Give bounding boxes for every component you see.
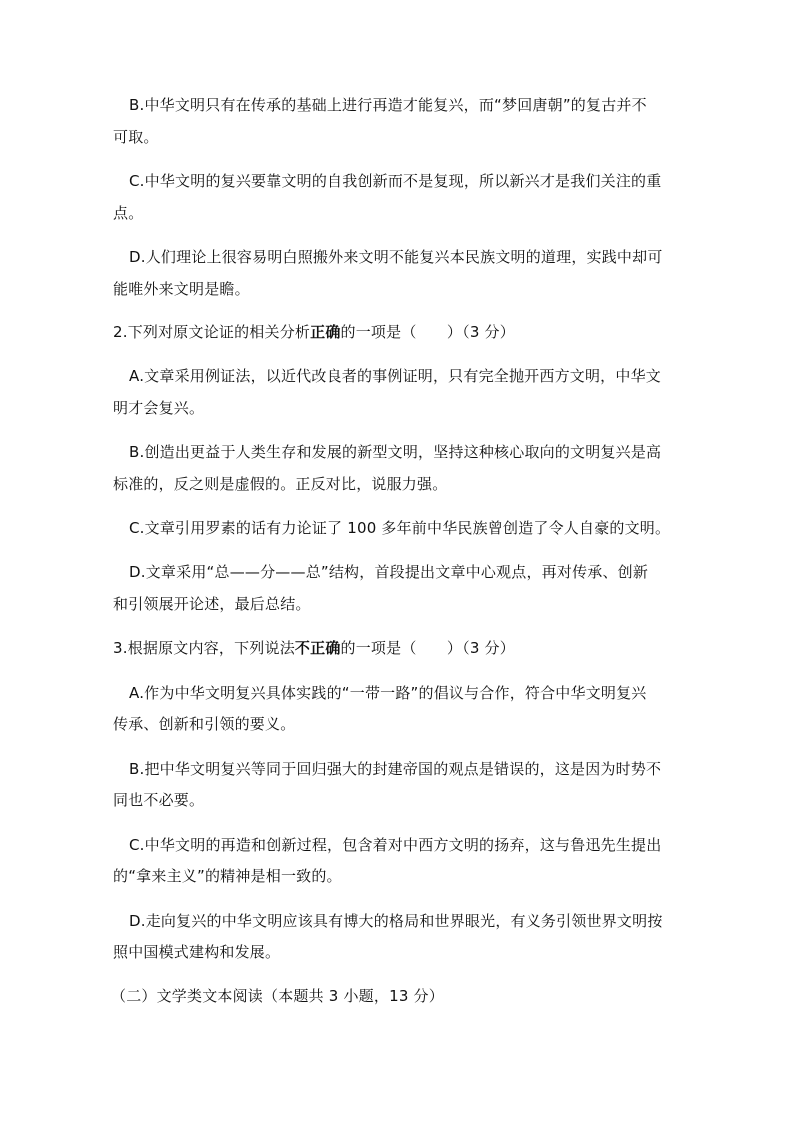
q2-stem-suffix: 的一项是（ ）（3 分） bbox=[340, 323, 515, 341]
q3-stem-emphasis: 不正确 bbox=[294, 639, 341, 657]
q1-option-c-line1: C.中华文明的复兴要靠文明的自我创新而不是复现，所以新兴才是我们关注的重 bbox=[129, 172, 662, 190]
q2-option-b-line1: B.创造出更益于人类生存和发展的新型文明，坚持这种核心取向的文明复兴是高 bbox=[129, 443, 662, 461]
q3-option-c-line1: C.中华文明的再造和创新过程，包含着对中西方文明的扬弃，这与鲁迅先生提出 bbox=[129, 836, 662, 854]
q2-option-c-line1: C.文章引用罗素的话有力论证了 100 多年前中华民族曾创造了令人自豪的文明。 bbox=[129, 519, 671, 537]
q2-stem-prefix: 2.下列对原文论证的相关分析 bbox=[113, 323, 311, 341]
q3-stem-prefix: 3.根据原文内容，下列说法 bbox=[113, 639, 295, 657]
q2-option-d-line1: D.文章采用“总——分——总”结构，首段提出文章中心观点，再对传承、创新 bbox=[129, 563, 649, 581]
q3-stem-suffix: 的一项是（ ）（3 分） bbox=[340, 639, 515, 657]
q1-option-c-line2: 点。 bbox=[113, 204, 144, 222]
q3-stem bbox=[113, 638, 515, 658]
q2-stem bbox=[113, 322, 515, 342]
q3-option-b-line2: 同也不必要。 bbox=[113, 791, 205, 809]
q3-option-c-line2: 的“拿来主义”的精神是相一致的。 bbox=[113, 867, 342, 885]
q3-option-d-line2: 照中国模式建构和发展。 bbox=[113, 943, 281, 961]
q2-option-a-line1: A.文章采用例证法，以近代改良者的事例证明，只有完全抛开西方文明，中华文 bbox=[129, 367, 661, 385]
q2-option-d-line2: 和引领展开论述，最后总结。 bbox=[113, 595, 311, 613]
q1-option-d-line2: 能唯外来文明是瞻。 bbox=[113, 280, 250, 298]
q1-option-b-line1: B.中华文明只有在传承的基础上进行再造才能复兴，而“梦回唐朝”的复古并不 bbox=[129, 96, 647, 114]
q3-option-d-line1: D.走向复兴的中华文明应该具有博大的格局和世界眼光，有义务引领世界文明按 bbox=[129, 912, 663, 930]
q1-option-b-line2: 可取。 bbox=[113, 128, 159, 146]
q3-option-a-line2: 传承、创新和引领的要义。 bbox=[113, 715, 296, 733]
q3-option-a-line1: A.作为中华文明复兴具体实践的“一带一路”的倡议与合作，符合中华文明复兴 bbox=[129, 684, 647, 702]
section-heading: （二）文学类文本阅读（本题共 3 小题，13 分） bbox=[111, 987, 444, 1005]
q1-option-d-line1: D.人们理论上很容易明白照搬外来文明不能复兴本民族文明的道理，实践中却可 bbox=[129, 248, 663, 266]
q2-stem-emphasis: 正确 bbox=[310, 323, 341, 341]
q2-option-a-line2: 明才会复兴。 bbox=[113, 399, 205, 417]
q2-option-b-line2: 标准的，反之则是虚假的。正反对比，说服力强。 bbox=[113, 475, 448, 493]
q3-option-b-line1: B.把中华文明复兴等同于回归强大的封建帝国的观点是错误的，这是因为时势不 bbox=[129, 760, 662, 778]
